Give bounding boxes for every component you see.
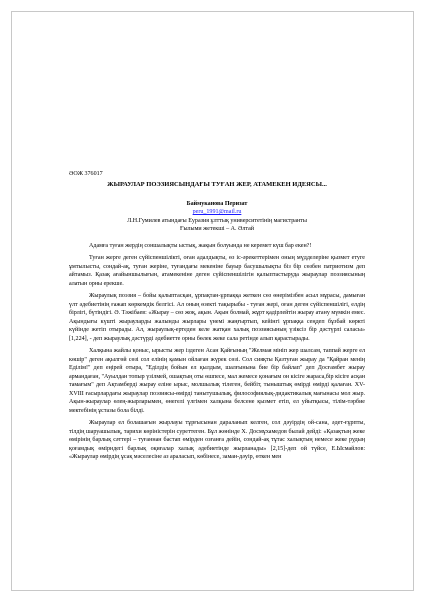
body-paragraph: Туған жерге деген сүйіспеншілікті, оған адалдықты, өз іс-әрекеттерімен оның мүдделеріне қызмет етуге ұмтылысты, сондай-ақ, туған жеріне, туғандағы мекеніне бауыр басушылықты біз бір сөзбен патриотизм деп айтамыз. Қазақ ағайыншылығын, атамекеніне деген сүйіспеншілігін қалыптастыруда жыраулар поэзиясының алатын орны ерекше. — [69, 255, 365, 287]
article — [69, 170, 365, 466]
article-title: ЖЫРАУЛАР ПОЭЗИЯСЫНДАҒЫ ТУҒАН ЖЕР, АТАМЕКЕН ИДЕЯСЫ... — [107, 180, 327, 188]
author-name: Баймуканова Перизат — [186, 200, 248, 207]
body-paragraph: Адамға туған жердің соншалықты ыстық, жақын болуында не керемет күш бар екен?! — [89, 242, 312, 249]
document-page — [11, 11, 414, 591]
scientific-advisor: Ғылыми жетекші – А. Әлтай — [179, 226, 255, 232]
body-paragraph: Жыраулық поэзия – бойы қалыптасқан, ұрпақтан-ұрпаққа жеткен сөз өнерімізбен асыл мұрасы, дамыған үлт әдебиетінің ғажап көркемдік белгісі. Ал оның өзекті тақырыбы - туған жері, оған деген сүйіспеншілігі, елдің бірлігі, бүтіндігі. Ә. Тәжібаев: «Жырау – сөз жоқ, ақын. Ақын болмай, жұрт қадірлейтін жырау атану мүмкін емес. Ақындығы күшті жырауларды жалынды жырлары үнемі жаңғыртып, кейінгі ұрпаққа сеңдеп бұзбай көркті күйінде жетіп отырады. Ал, жыраулық-ертеден келе жатқан халық поэзиясының үзіксіз бір дәстүрлі саласы» [1,224], - деп жыраулық дәстүрді әдебиетте орны бөлек жеке сала ретінде алып қарастырады. — [69, 293, 365, 342]
body-paragraph: Жыраулар ел болашағын жырлауы тұрғысынан дараланып келген, сол дәуірдің ой-сана, әдет-ғұрпты, тілдің шаруашылық, тарихи көріністерін суреттеген. Бұл жөнінде Х. Досмұхамедов былай дейді: «Қазақтың жеке өмірінің барлық сәттері – туғаннан бастап өмірден озғанға дейін, сондай-ақ тұтас халықтың немесе жеке рудың қоғамдық өмірндегі барлық оқиғалар халық әдебиетінде жырланады» [2,15]-деп ой түйсе, Е.Ысмайлов: «Жыраулар өмірдің ұсақ мәселесіне аз араласып, көбінесе, заман-дәуір, өткен мен — [69, 420, 365, 460]
author-affiliation: Л.Н.Гумилев атындағы Еуразия ұлттық университетінің магистранты — [127, 217, 307, 224]
author-email-link[interactable]: peru_1991@mail.ru — [192, 209, 242, 215]
body-paragraph: Халқына жайлы қоныс, ырысты жер іздеген Асан Қайғының "Желмая мініп жер шалсам, таппай жерге ел көшір" деген ақылгөй сөзі сол елінің қамын ойлаған жүрек сөзі. Сол сияқты Қазтуған жырау да "Қайран менің Еділім!" деп еңірей отыра, "Еділдің бойын ел қылдым, шалғынына бие бір байлап" деп Досғамбет жырау армандаған, "Ауылдан топыр үзілмей, ошақтың оты өшпесе, мал жемесе қонағым он кісіге жараса,бір кісіге асқан тамағым" деп Ақтамберді жырау еліне ырыс, молшылық тілеген, бейбіт, тыныштық өмірді өмірді қалаған. XV-XVIII ғасырлардағы жыраулар поэзиясы-өмірді танытушылық, философиялық-дидактикалық мағынасы мол жыр. Ақын-жыраулар өлең-жырларымен, өнегелі үлгімен халқына белсене қызмет етіп, ел уйытқысы, тілім-тәрбие мектебінің ұстазы бола білді. — [69, 348, 365, 414]
udc-code: ӘОЖ 376017 — [69, 171, 103, 177]
